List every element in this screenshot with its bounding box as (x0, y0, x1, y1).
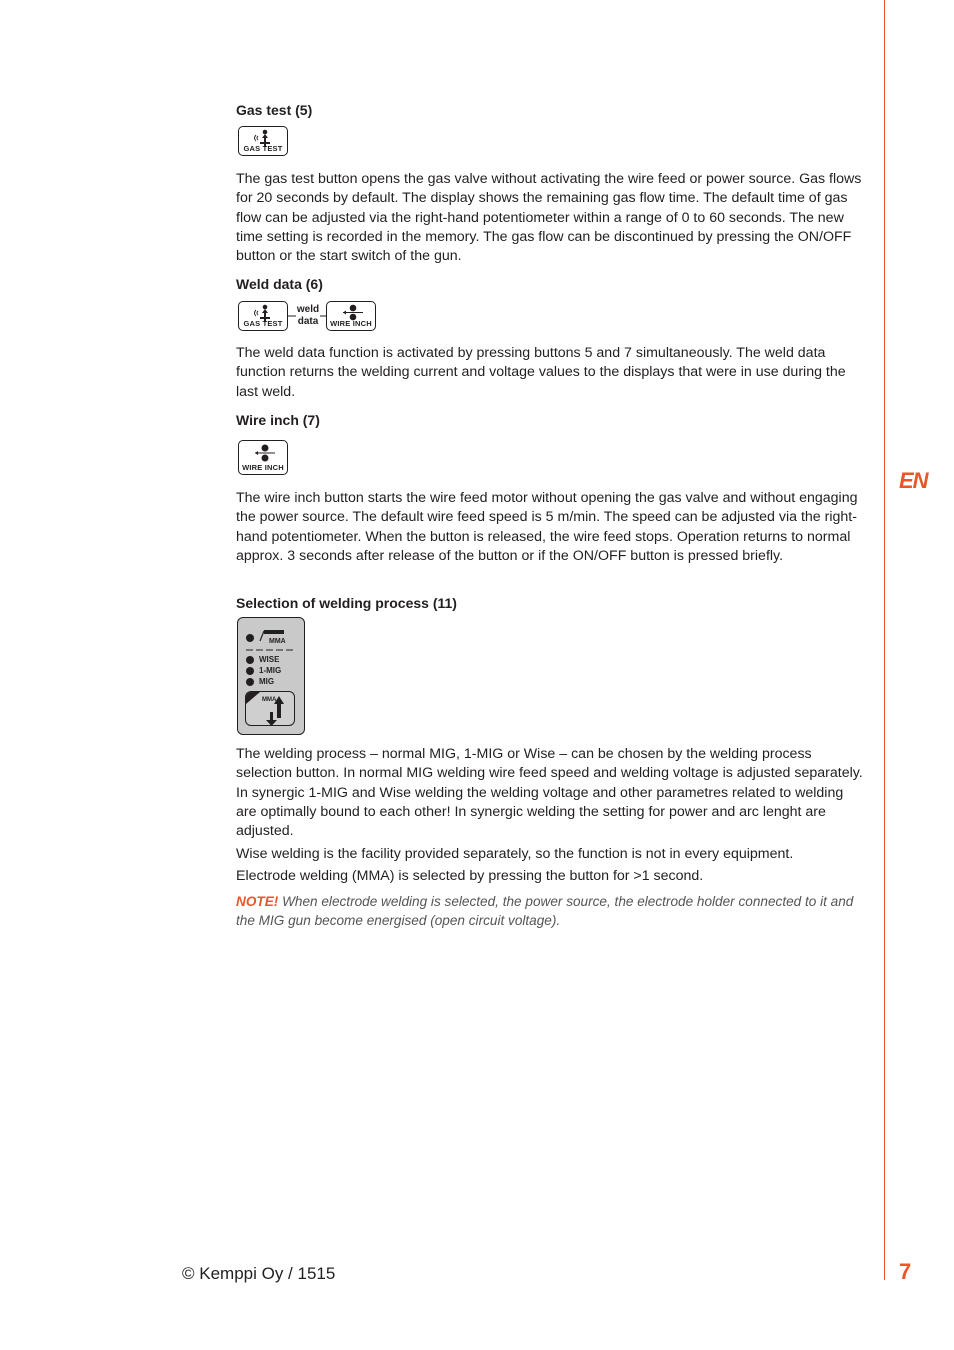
wise-label: WISE (259, 655, 280, 664)
mma-lamp (246, 634, 254, 642)
footer-copyright: © Kemppi Oy / 1515 (182, 1264, 336, 1283)
weld-data-heading: Weld data (6) (236, 276, 323, 292)
note-paragraph (236, 892, 866, 931)
gas-test-button-image (238, 126, 288, 156)
wire-inch-button-image (238, 440, 288, 475)
mig-label: MIG (259, 677, 275, 686)
selection-paragraph-1: The welding process – normal MIG, 1-MIG or Wise – can be chosen by the welding process selection button. In normal MIG welding wire feed speed and welding voltage is adjusted separately. In synergic 1-MIG and Wise welding the welding voltage and other parametres related to welding are optimally bound to each other! In synergic welding the setting for power and arc lenght are adjusted. (236, 746, 863, 840)
weld-data-gas-test-button-image (238, 301, 288, 331)
gas-test-heading: Gas test (5) (236, 102, 313, 118)
process-select-button-image (245, 691, 295, 726)
mig-lamp (246, 678, 254, 686)
margin-rule (884, 0, 885, 1280)
weld-data-label-line2: data (297, 316, 319, 327)
selection-heading: Selection of welding process (11) (236, 595, 457, 611)
wise-lamp (246, 656, 254, 664)
one-mig-lamp (246, 667, 254, 675)
gas-test-caption: GAS TEST (243, 319, 283, 328)
process-selection-panel-image (237, 617, 305, 735)
weld-data-label (294, 304, 322, 328)
wire-inch-paragraph: The wire inch button starts the wire feed motor without opening the gas valve and without engaging the power source. The default wire feed speed is 5 m/min. The speed can be adjusted via the right-hand potentiometer. When the button is released, the wire feed stops. Operation returns to normal approx. 3 seconds after release of the button or if the ON/OFF button is pressed briefly. (236, 490, 858, 564)
selection-paragraph-3: Electrode welding (MMA) is selected by pressing the button for >1 second. (236, 868, 704, 884)
wire-inch-heading: Wire inch (7) (236, 412, 320, 428)
page-number: 7 (899, 1259, 912, 1284)
mma-label: MMA (269, 638, 286, 645)
gas-test-caption: GAS TEST (243, 144, 283, 153)
wire-inch-caption: WIRE INCH (330, 319, 372, 328)
note-text: When electrode welding is selected, the power source, the electrode holder connected to it and the MIG gun become energised (open circuit voltage). (236, 894, 854, 929)
button-mma-label: MMA (262, 697, 277, 703)
weld-data-wire-inch-button-image (326, 301, 376, 331)
weld-data-label-line1: weld (296, 304, 320, 315)
note-label: NOTE! (236, 894, 279, 909)
selection-paragraph-2: Wise welding is the facility provided separately, so the function is not in every equipment. (236, 846, 794, 862)
language-tab: EN (899, 468, 928, 493)
panel-dashed-divider (246, 649, 296, 652)
gas-test-paragraph: The gas test button opens the gas valve without activating the wire feed or power source. Gas flows for 20 seconds by default. The display shows the remaining gas flow time. The default time of gas flow can be adjusted via the right-hand potentiometer within a range of 0 to 60 seconds. The new time setting is recorded in the memory. The gas flow can be discontinued by pressing the ON/OFF button or the start switch of the gun. (236, 171, 862, 265)
weld-data-paragraph: The weld data function is activated by pressing buttons 5 and 7 simultaneously. The weld data function returns the welding current and voltage values to the displays that were in use during the last weld. (236, 345, 846, 400)
wire-inch-caption: WIRE INCH (242, 463, 284, 472)
one-mig-label: 1-MIG (259, 666, 282, 675)
